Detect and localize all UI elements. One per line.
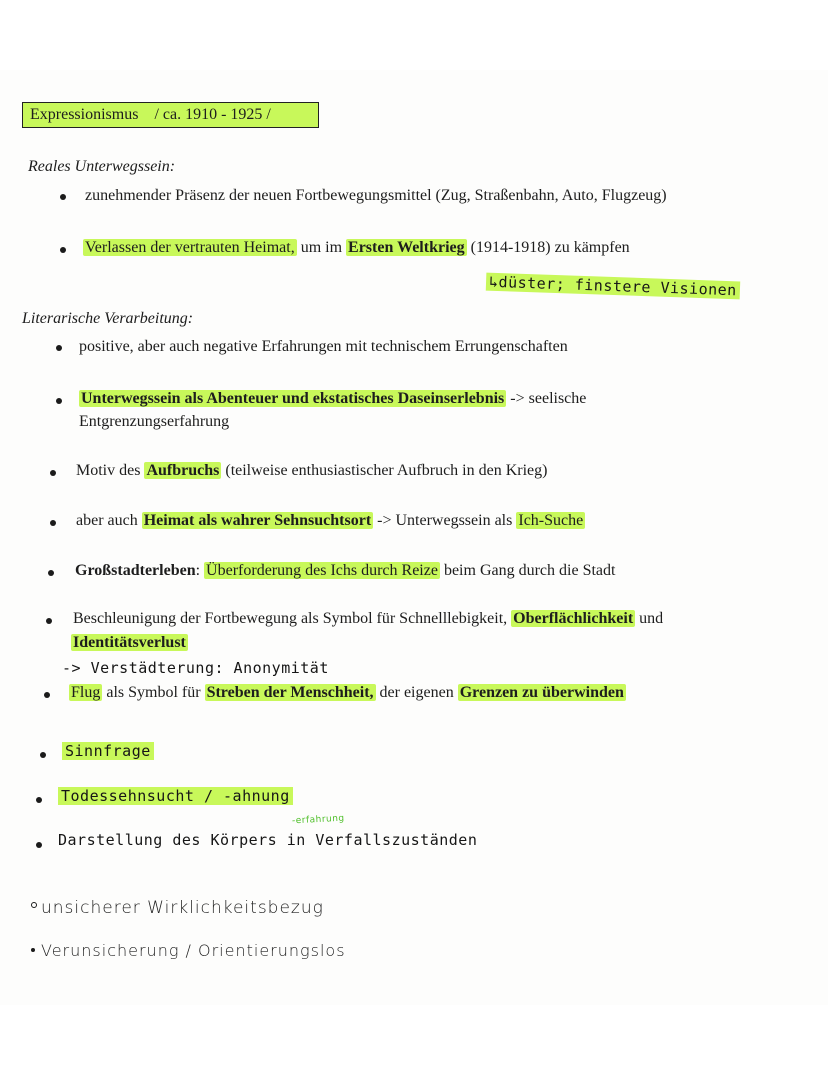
highlight-streben: Streben der Menschheit, <box>206 684 374 701</box>
note-text: Sinnfrage <box>62 742 154 760</box>
bullet <box>46 618 52 624</box>
handwritten-note-verstaedterung: -> Verstädterung: Anonymität <box>62 659 329 677</box>
bullet <box>56 398 62 404</box>
title-period: / ca. 1910 - 1925 / <box>154 106 271 123</box>
text-span: -> Unterwegssein als <box>373 512 517 529</box>
highlight-ueberforderung: Überforderung des Ichs durch Reize <box>206 562 438 579</box>
highlight-heimat: Verlassen der vertrauten Heimat, <box>85 239 295 256</box>
text-span: und <box>635 610 664 627</box>
handwritten-darstellung: Darstellung des Körpers in Verfallszuständen <box>58 831 478 849</box>
highlight-flug: Flug <box>71 684 101 701</box>
bullet-text-4-line2: Entgrenzungserfahrung <box>79 413 230 430</box>
bullet-text-8-line2 <box>71 634 188 652</box>
bullet <box>60 247 66 253</box>
text-span: beim Gang durch die Stadt <box>439 562 616 579</box>
bullet <box>40 752 46 758</box>
highlight-identitaetsverlust: Identitätsverlust <box>73 634 186 651</box>
bullet-text-2 <box>83 239 630 257</box>
highlight-weltkrieg: Ersten Weltkrieg <box>348 239 465 256</box>
text-span: als Symbol für <box>102 684 205 701</box>
text-span: Motiv des <box>76 462 145 479</box>
bullet <box>36 842 42 848</box>
bullet-text-8 <box>73 610 663 628</box>
bullet-text-7 <box>75 562 615 580</box>
highlight-heimat-sehnsucht: Heimat als wahrer Sehnsuchtsort <box>143 512 372 529</box>
handwritten-todessehnsucht <box>58 787 293 805</box>
note-text: ↳düster; finstere Visionen <box>486 273 740 300</box>
bullet <box>60 194 66 200</box>
section-heading-literarische: Literarische Verarbeitung: <box>22 310 194 327</box>
bullet-text-1: zunehmender Präsenz der neuen Fortbewegungsmittel (Zug, Straßenbahn, Auto, Flugzeug) <box>85 187 667 204</box>
highlight-oberflaechlichkeit: Oberflächlichkeit <box>513 610 634 627</box>
document-page <box>0 70 828 1005</box>
text-span: : <box>195 562 205 579</box>
bullet-text-6 <box>76 512 585 530</box>
section-heading-reales: Reales Unterwegssein: <box>28 158 176 175</box>
bullet <box>31 948 35 952</box>
text-span: um im <box>296 239 347 256</box>
handwritten-sinnfrage <box>62 742 154 760</box>
text-span: der eigenen <box>375 684 458 701</box>
bullet <box>36 797 42 803</box>
text-span: (teilweise enthusiastischer Aufbruch in den Krieg) <box>221 462 548 479</box>
text-span: aber auch <box>76 512 142 529</box>
text-span: (1914-1918) zu kämpfen <box>466 239 630 256</box>
handwritten-wirklichkeitsbezug: unsicherer Wirklichkeitsbezug <box>41 898 324 918</box>
bullet <box>56 345 62 351</box>
text-span: -> seelische <box>506 390 587 407</box>
note-text: Todessehnsucht / -ahnung <box>58 787 293 805</box>
bullet-text-5 <box>76 462 547 480</box>
text-bold: Großstadterleben <box>75 562 196 579</box>
bullet-text-4 <box>79 390 586 408</box>
text-span: Beschleunigung der Fortbewegung als Symbol für Schnelllebigkeit, <box>73 610 512 627</box>
bullet-text-9 <box>69 684 626 702</box>
bullet <box>50 520 56 526</box>
bullet-text-3: positive, aber auch negative Erfahrungen mit technischem Errungenschaften <box>79 338 568 355</box>
bullet-ring <box>31 902 37 908</box>
title-box <box>22 102 319 128</box>
bullet <box>48 570 54 576</box>
bullet <box>44 692 50 698</box>
highlight-grenzen: Grenzen zu überwinden <box>459 684 624 701</box>
highlight-ich-suche: Ich-Suche <box>518 512 584 529</box>
highlight-aufbruchs: Aufbruchs <box>146 462 220 479</box>
handwritten-small-erfahrung: -erfahrung <box>291 813 345 827</box>
title-label: Expressionismus <box>30 106 139 123</box>
handwritten-verunsicherung: Verunsicherung / Orientierungslos <box>41 941 346 960</box>
highlight-abenteuer: Unterwegssein als Abenteuer und ekstatisches Daseinserlebnis <box>81 390 505 407</box>
bullet <box>50 470 56 476</box>
